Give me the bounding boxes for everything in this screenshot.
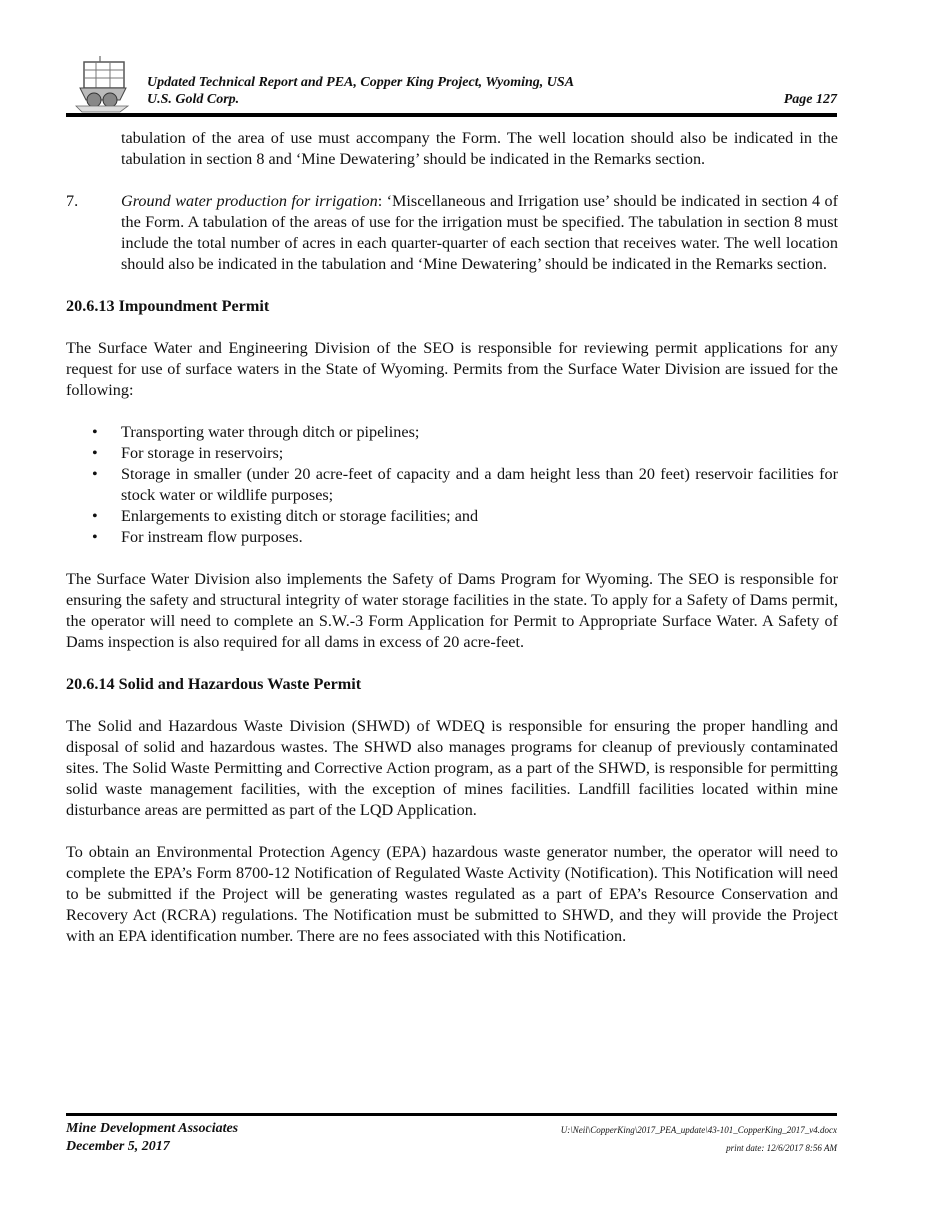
numbered-item-7 [66, 191, 838, 275]
footer-divider [66, 1113, 837, 1116]
bullet-icon: • [92, 423, 98, 441]
company-name: U.S. Gold Corp. [147, 92, 240, 107]
header-divider [66, 113, 837, 117]
impoundment-intro-paragraph: The Surface Water and Engineering Division of the SEO is responsible for reviewing permit applications for any request for use of surface waters in the State of Wyoming. Permits from the Surface Water Division are issued for the following: [66, 339, 838, 399]
item-lead: Ground water production for irrigation [121, 192, 378, 210]
list-item: • For storage in reservoirs; [92, 444, 284, 462]
safety-of-dams-paragraph: The Surface Water Division also implements the Safety of Dams Program for Wyoming. The SEO is responsible for ensuring the safety and structural integrity of water storage facilities in the state. To apply for a Safety of Dams permit, the operator will need to complete an S.W.-3 Form Application for Permit to Appropriate Surface Water. A Safety of Dams inspection is also required for all dams in excess of 20 acre-feet. [66, 570, 838, 651]
page-number: Page 127 [783, 92, 837, 107]
list-item: • For instream flow purposes. [92, 528, 303, 546]
footer-company: Mine Development Associates [66, 1121, 239, 1136]
document-body [66, 128, 838, 947]
bullet-icon: • [92, 444, 98, 462]
bullet-icon: • [92, 528, 98, 546]
bullet-icon: • [92, 465, 98, 483]
list-item: • Transporting water through ditch or pipelines; [92, 423, 420, 441]
section-heading-solid-hazardous-waste-permit: 20.6.14 Solid and Hazardous Waste Permit [66, 675, 362, 693]
section-heading-impoundment-permit: 20.6.13 Impoundment Permit [66, 297, 270, 315]
epa-notification-paragraph: To obtain an Environmental Protection Agency (EPA) hazardous waste generator number, the operator will need to complete the EPA’s Form 8700-12 Notification of Regulated Waste Activity (Notification). This Notification will need to be submitted if the Project will be generating wastes regulated as a part of EPA’s Resource Conservation and Recovery Act (RCRA) regulations. The Notification must be submitted to SHWD, and they will provide the Project with an EPA identification number. There are no fees associated with this Notification. [66, 843, 838, 945]
item-text: : ‘Miscellaneous and Irrigation use’ should be indicated in section 4 of the Form. A tabulation of the areas of use for the irrigation must be specified. The tabulation in section 8 must include the total number of acres in each quarter-quarter of each section that receives water. The well location should also be indicated in the tabulation and ‘Mine Dewatering’ should be indicated in the Remarks section. [121, 192, 838, 273]
footer-file-path: U:\Neil\CopperKing\2017_PEA_update\43-101_CopperKing_2017_v4.docx [560, 1125, 837, 1135]
list-item: • Enlargements to existing ditch or storage facilities; and [92, 507, 479, 525]
bullet-icon: • [92, 507, 98, 525]
footer-print-date: print date: 12/6/2017 8:56 AM [726, 1143, 837, 1153]
shwd-paragraph: The Solid and Hazardous Waste Division (SHWD) of WDEQ is responsible for ensuring the proper handling and disposal of solid and hazardous wastes. The SHWD also manages programs for cleanup of previously contaminated sites. The Solid Waste Permitting and Corrective Action program, as a part of the SHWD, is responsible for permitting solid waste management facilities, with the exception of mines facilities. Landfill facilities located within mine disturbance areas are permitted as part of the LQD Application. [66, 717, 838, 819]
mining-equipment-logo-icon [70, 54, 134, 114]
list-item: • Storage in smaller (under 20 acre-feet of capacity and a dam height less than 20 feet) reservoir facilities for stock water or wildlife purposes; [92, 465, 838, 504]
footer-date: December 5, 2017 [66, 1139, 170, 1154]
continuation-paragraph: tabulation of the area of use must accompany the Form. The well location should also be indicated in the tabulation in section 8 and ‘Mine Dewatering’ should be indicated in the Remarks section. [121, 129, 838, 168]
report-title: Updated Technical Report and PEA, Copper King Project, Wyoming, USA [147, 75, 575, 90]
impoundment-permit-list [66, 422, 838, 548]
item-number: 7. [66, 192, 79, 210]
